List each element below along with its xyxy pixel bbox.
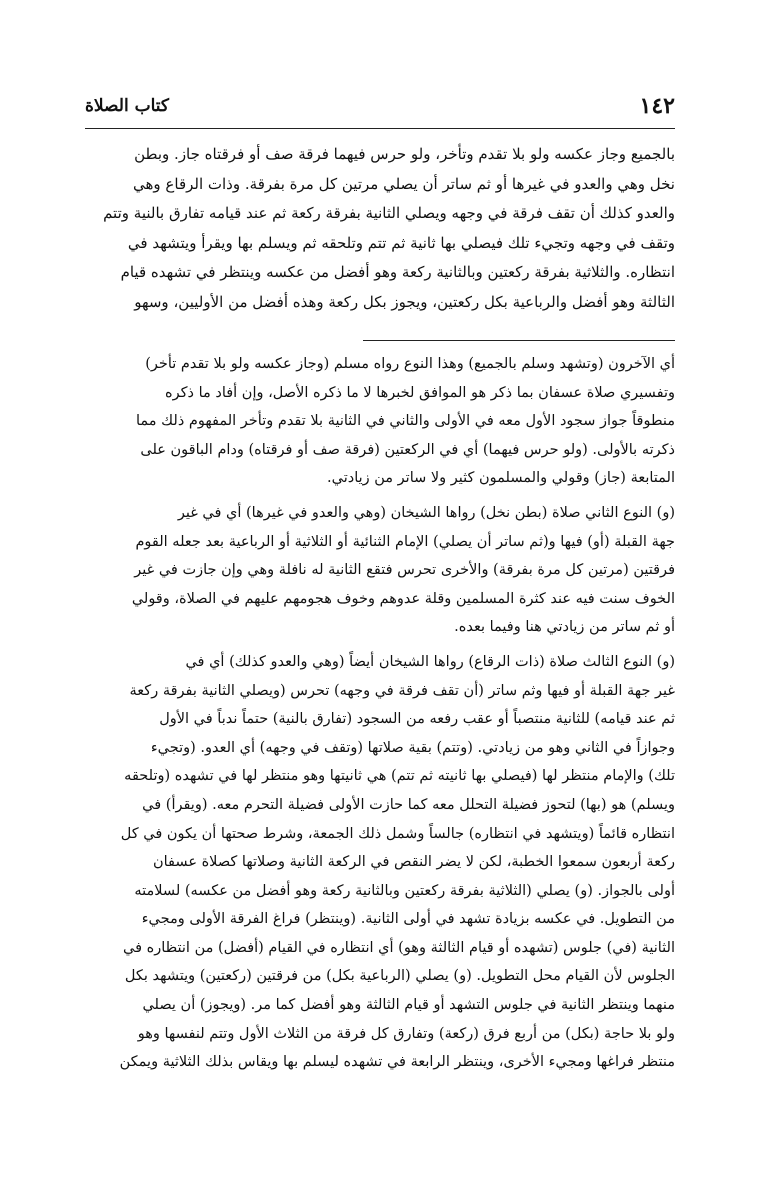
main-text-line: وتقف في وجهه وتجيء تلك فيصلي بها ثانية ثم تتم وتلحقه ثم ويسلم بها ويقرأ ويتشهد في bbox=[127, 233, 675, 252]
commentary-line: الجلوس لأن القيام محل التطويل. (و) يصلي (الرباعية بكل) من فرقتين (ركعتين) ويتشهد بكل bbox=[124, 968, 675, 985]
chapter-title: كتاب الصلاة bbox=[85, 96, 170, 116]
commentary-line: وجوازاً في الثاني وهو من زيادتي. (وتتم) بقية صلاتها (وتقف في وجهه) أي العدو. (وتجيء bbox=[150, 739, 675, 756]
main-text-line: الثالثة وهو أفضل والرباعية بكل ركعتين، ويجوز بكل ركعة وهذه أفضل من الأوليين، وسهو bbox=[134, 292, 675, 311]
commentary-line: ركعة أربعون سمعوا الخطبة، لكن لا يضر النقص في الركعة الثانية وصلاتها كصلاة عسفان bbox=[152, 854, 675, 871]
main-text-line: والعدو كذلك أن تقف فرقة في وجهه ويصلي الثانية بفرقة ركعة ثم عند قيامه تفارق بالنية وتتم bbox=[103, 204, 675, 222]
commentary-line: ذكرته بالأولى. (ولو حرس فيهما) أي في الركعتين (فرقة صف أو فرقتاه) ودام الباقون على bbox=[140, 441, 675, 458]
main-text-line: بالجميع وجاز عكسه ولو بلا تقدم وتأخر، ولو حرس فيهما فرقة صف أو فرقتاه جاز. وبطن bbox=[134, 145, 675, 163]
commentary-line: منطوقاً جواز سجود الأول معه في الأولى والثاني في الثانية بلا تقدم وتأخر المفهوم ذلك مما bbox=[136, 413, 675, 430]
commentary-line: من التطويل. في عكسه بزيادة تشهد في أولى الثانية. (وينتظر) فراغ الفرقة الأولى ومجيء bbox=[141, 911, 675, 928]
header-rule bbox=[85, 128, 675, 129]
commentary-line: المتابعة (جاز) وقولي والمسلمون كثير ولا ساتر من زيادتي. bbox=[327, 470, 675, 487]
commentary-line: ولو بلا حاجة (بكل) من أربع فرق (ركعة) وتفارق كل فرقة من الثلاث الأول وتتم لنفسها وهو bbox=[137, 1025, 675, 1042]
main-text bbox=[85, 140, 675, 317]
commentary-paragraph bbox=[85, 350, 675, 493]
commentary-paragraph bbox=[85, 499, 675, 642]
commentary-line: منتظر فراغها ومجيء الأخرى، وينتظر الرابعة في تشهده ليسلم بها ويقاس بذلك الثلاثية ويمكن bbox=[119, 1054, 675, 1071]
commentary-line: (و) النوع الثاني صلاة (بطن نخل) رواها الشيخان (وهي والعدو في غيرها) أي في غير bbox=[177, 504, 675, 521]
commentary-line: انتظاره قائماً (ويتشهد في انتظاره) جالساً وشمل ذلك الجمعة، وشرط صحتها أن يكون في كل bbox=[120, 825, 675, 842]
commentary-line: أو ثم ساتر من زيادتي هنا وفيما بعده. bbox=[454, 619, 675, 636]
main-text-line: انتظاره. والثلاثية بفرقة ركعتين وبالثانية ركعة وهو أفضل من عكسه وينتظر في تشهده قيام bbox=[120, 263, 675, 281]
commentary-line: وتفسيري صلاة عسفان بما ذكر هو الموافق لخبرها لا ما ذكره الأصل، وإن أفاد ما ذكره bbox=[165, 384, 675, 401]
commentary-line: تلك) والإمام منتظر لها (فيصلي بها ثانيته ثم تتم) هي ثانيتها وهو منتظر لها في تشهده (وتلحقه bbox=[124, 768, 675, 785]
commentary-line: ثم عند قيامه) للثانية منتصباً أو عقب رفعه من السجود (تفارق بالنية) حتماً ندباً في الأول bbox=[159, 711, 675, 728]
commentary bbox=[85, 350, 675, 1083]
commentary-line: أولى بالجواز. (و) يصلي (الثلاثية بفرقة ركعتين وبالثانية ركعة وهو أفضل من عكسه) لسلامته bbox=[134, 882, 675, 899]
commentary-line: أي الآخرون (وتشهد وسلم بالجميع) وهذا النوع رواه مسلم (وجاز عكسه ولو بلا تقدم تأخر) bbox=[145, 356, 675, 372]
main-text-line: نخل وهي والعدو في غيرها أو ثم ساتر أن يصلي مرتين كل مرة بفرقة. وذات الرقاع وهي bbox=[133, 174, 675, 193]
footnote-divider bbox=[363, 340, 675, 341]
commentary-line: الثانية (في) جلوس (تشهده أو قيام الثالثة وهو) أي انتظاره في القيام (أفضل) من انتظاره في bbox=[122, 939, 675, 956]
commentary-line: جهة القبلة (أو) فيها و(ثم ساتر أن يصلي) الإمام الثنائية أو الثلاثية أو الرباعية بعد جعله القوم bbox=[135, 533, 675, 550]
page-number: ١٤٢ bbox=[639, 93, 675, 119]
page-header bbox=[85, 92, 675, 120]
commentary-line: (و) النوع الثالث صلاة (ذات الرقاع) رواها الشيخان أيضاً (وهي والعدو كذلك) أي في bbox=[185, 653, 675, 670]
commentary-line: الخوف سنت فيه عند كثرة المسلمين وقلة عدوهم وخوف هجومهم عليهم في الصلاة، وقولي bbox=[131, 590, 675, 607]
commentary-line: منهما وينتظر الثانية في جلوس التشهد أو قيام الثالثة وهو أفضل كما مر. (ويجوز) أن يصلي bbox=[142, 997, 675, 1014]
commentary-paragraph bbox=[85, 648, 675, 1077]
commentary-line: ويسلم) هو (بها) لتحوز فضيلة التحلل معه كما حازت الأولى فضيلة التحرم معه. (ويقرأ) في bbox=[142, 796, 675, 813]
commentary-line: فرقتين (مرتين كل مرة بفرقة) والأخرى تحرس فتقع الثانية له نافلة وهي وإن جازت في غير bbox=[134, 562, 675, 579]
commentary-line: غير جهة القبلة أو فيها وثم ساتر (أن تقف فرقة في وجهه) تحرس (ويصلي الثانية بفرقة ركعة bbox=[129, 682, 675, 699]
